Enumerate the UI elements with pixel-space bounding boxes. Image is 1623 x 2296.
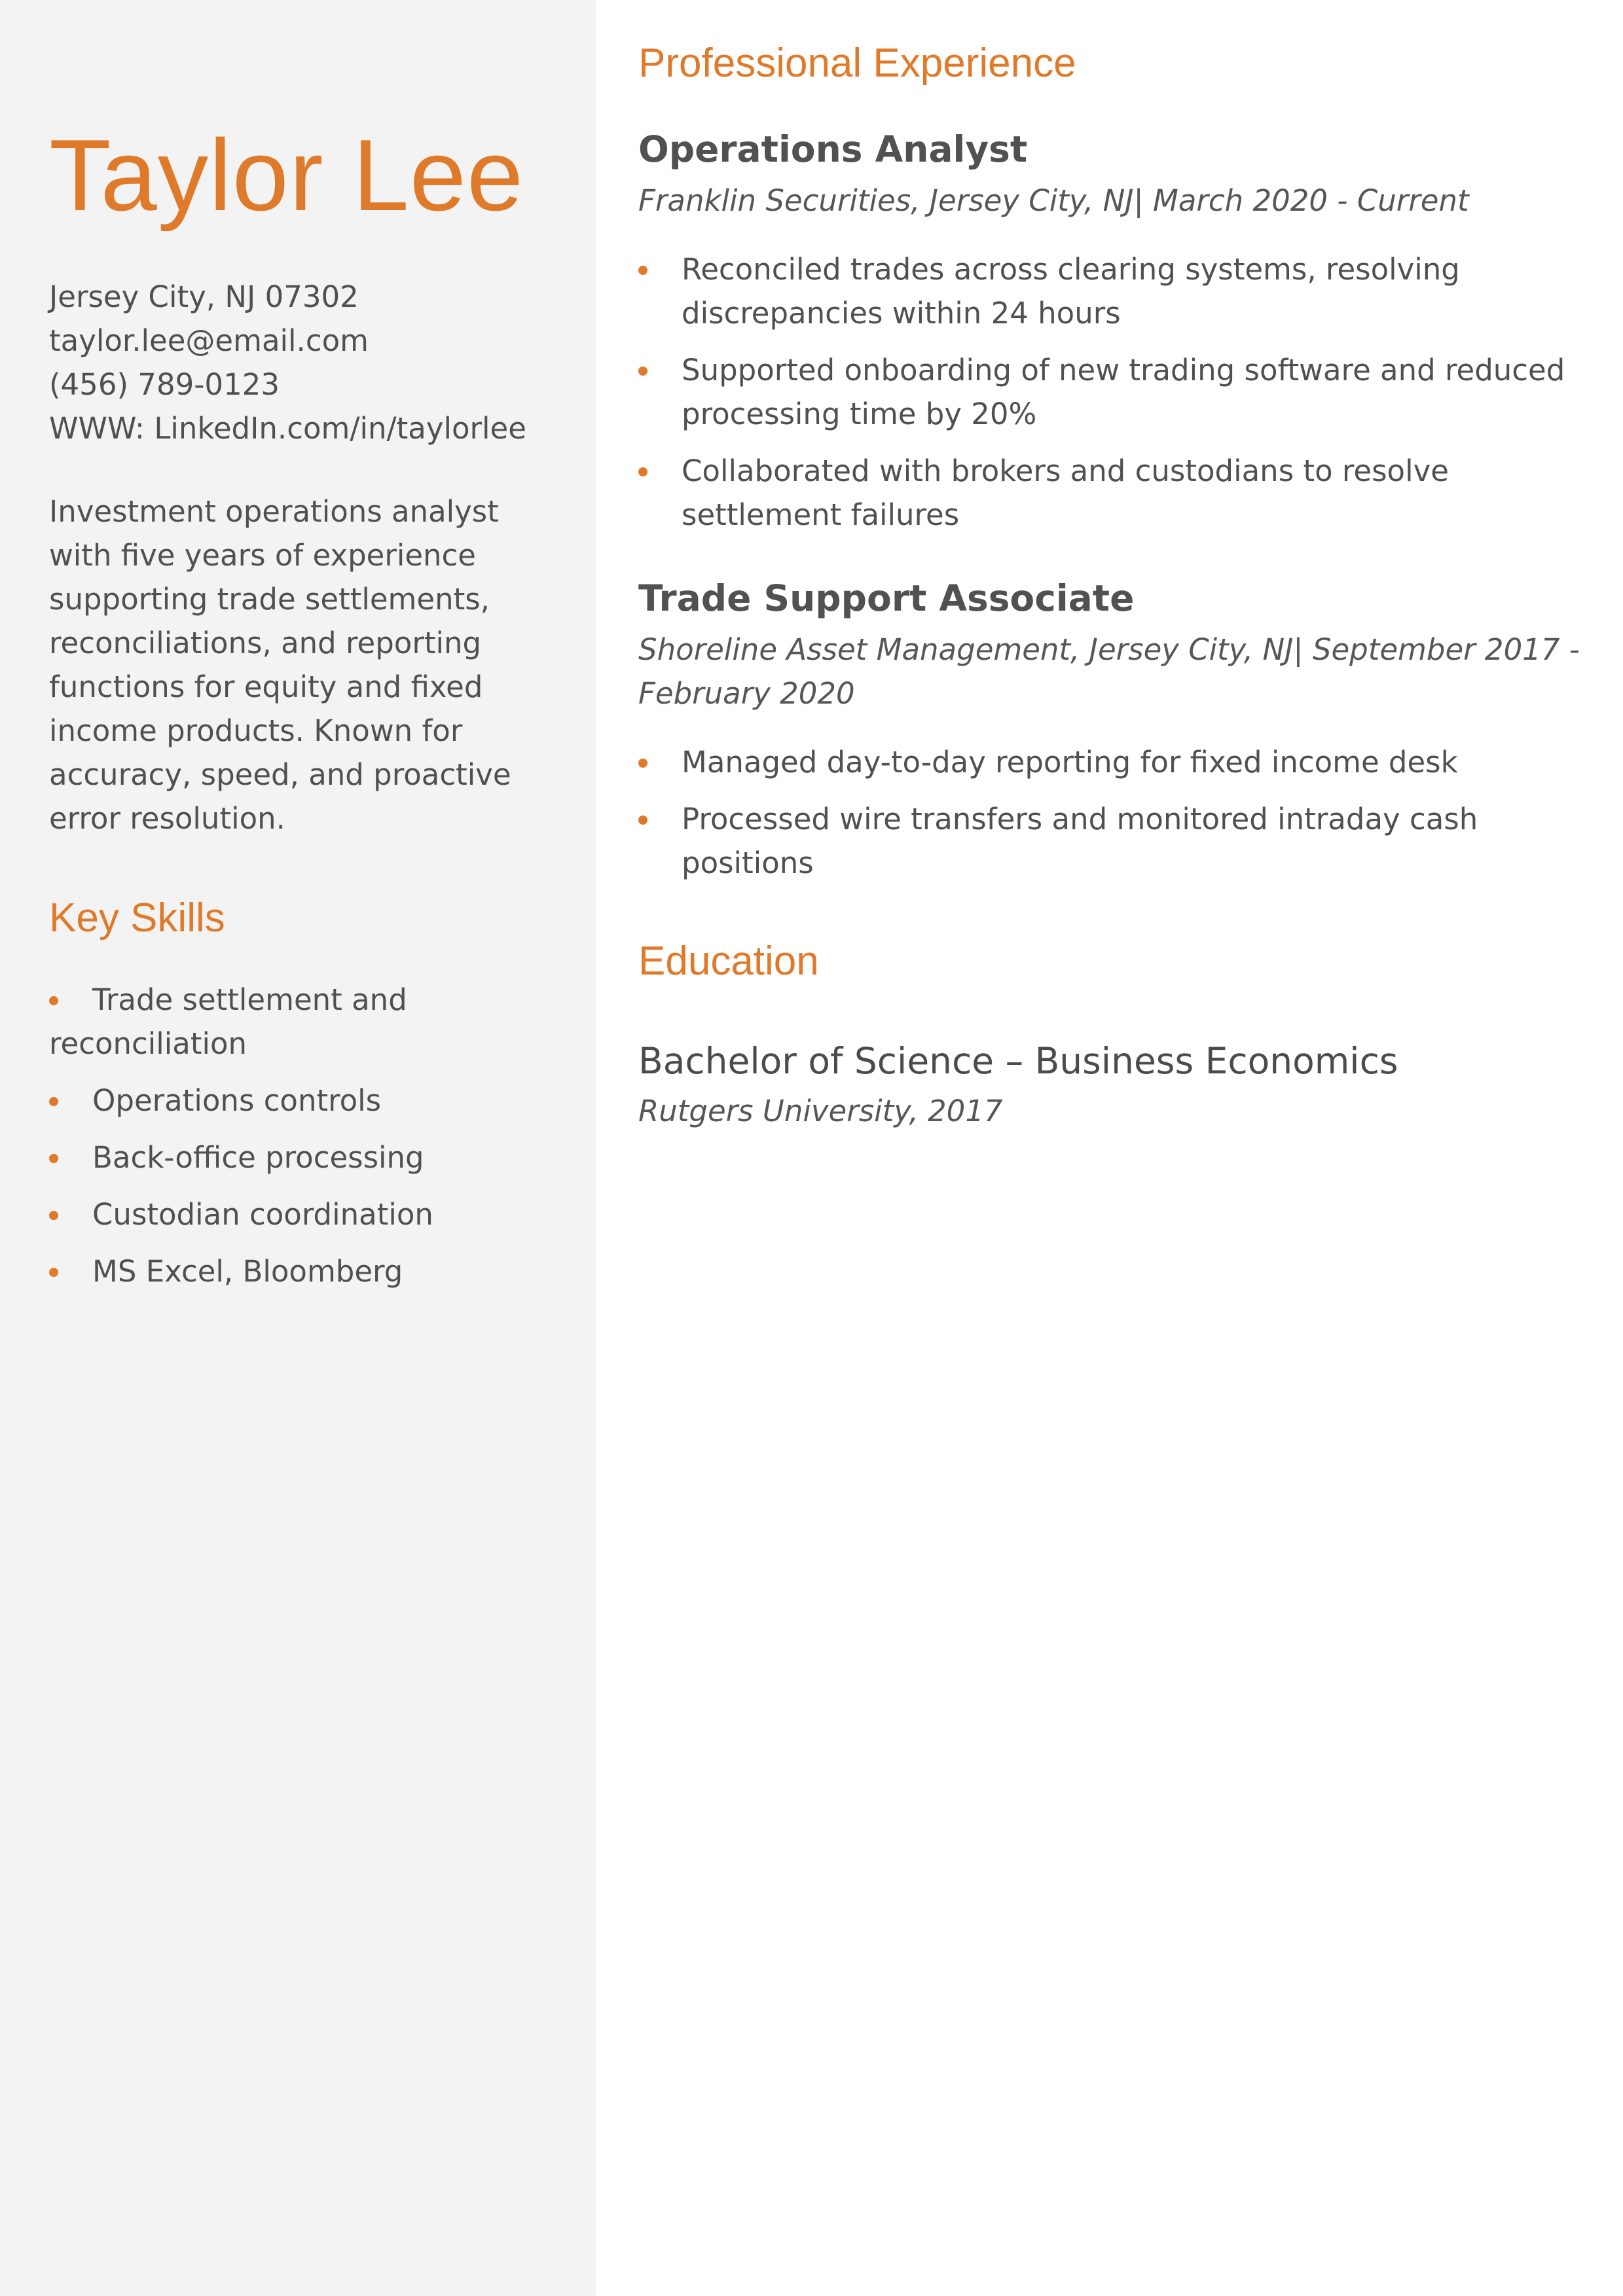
- job-bullets: [638, 247, 1581, 537]
- job-entry: [638, 127, 1581, 537]
- job-bullet: [638, 348, 1581, 436]
- skill-item: [49, 1249, 566, 1293]
- bullet-dot-icon: [638, 759, 647, 768]
- contact-email: taylor.lee@email.com: [49, 323, 369, 358]
- job-bullet-text: Supported onboarding of new trading software and reduced processing time by 20%: [682, 353, 1565, 432]
- education-degree: Bachelor of Science – Business Economics: [638, 1040, 1398, 1083]
- job-bullet-text: Reconciled trades across clearing systems, resolving discrepancies within 24 hours: [682, 252, 1460, 331]
- skills-list: [49, 978, 566, 1293]
- job-bullet: [638, 740, 1581, 784]
- job-employer-dates: Franklin Securities, Jersey City, NJ| March 2020 - Current: [638, 183, 1469, 219]
- job-bullets: [638, 740, 1581, 885]
- job-bullet-text: Processed wire transfers and monitored intraday cash positions: [682, 801, 1478, 880]
- skill-text: Back-office processing: [92, 1140, 424, 1175]
- profile-summary: Investment operations analyst with five years of experience supporting trade settlements, reconciliations, and reporting functions for equity and fixed income products. Known for accuracy, speed, and proactive error resolution.: [49, 494, 511, 836]
- job-bullet-text: Managed day-to-day reporting for fixed income desk: [682, 744, 1458, 780]
- job-title: Operations Analyst: [638, 128, 1028, 171]
- contact-address: Jersey City, NJ 07302: [49, 279, 359, 314]
- bullet-dot-icon: [638, 816, 647, 825]
- experience-heading: Professional Experience: [638, 41, 1076, 86]
- bullet-dot-icon: [638, 367, 647, 376]
- skill-item: [49, 1079, 566, 1122]
- skill-item: [49, 1193, 566, 1236]
- job-title: Trade Support Associate: [638, 577, 1135, 620]
- skill-text: Operations controls: [92, 1083, 382, 1119]
- key-skills-heading: Key Skills: [49, 895, 225, 941]
- skill-text: MS Excel, Bloomberg: [92, 1254, 403, 1289]
- job-bullet: [638, 449, 1581, 537]
- contact-website: WWW: LinkedIn.com/in/taylorlee: [49, 411, 526, 446]
- job-employer-dates: Shoreline Asset Management, Jersey City, NJ| September 2017 - February 2020: [638, 632, 1580, 711]
- bullet-dot-icon: [638, 467, 647, 476]
- skill-item: [49, 978, 566, 1066]
- main-content: [638, 0, 1581, 2296]
- candidate-name: Taylor Lee: [49, 118, 524, 232]
- education-school: Rutgers University, 2017: [638, 1094, 1003, 1129]
- job-bullet: [638, 247, 1581, 335]
- job-bullet-text: Collaborated with brokers and custodians to resolve settlement failures: [682, 454, 1449, 533]
- contact-block: [49, 275, 596, 450]
- skill-text: Trade settlement and reconciliation: [49, 982, 407, 1062]
- sidebar: [0, 0, 596, 2296]
- skill-item: [49, 1136, 566, 1179]
- bullet-dot-icon: [638, 266, 647, 275]
- job-entry: [638, 576, 1581, 885]
- contact-phone: (456) 789-0123: [49, 367, 280, 402]
- job-bullet: [638, 797, 1581, 885]
- education-heading: Education: [638, 938, 819, 984]
- skill-text: Custodian coordination: [92, 1197, 433, 1232]
